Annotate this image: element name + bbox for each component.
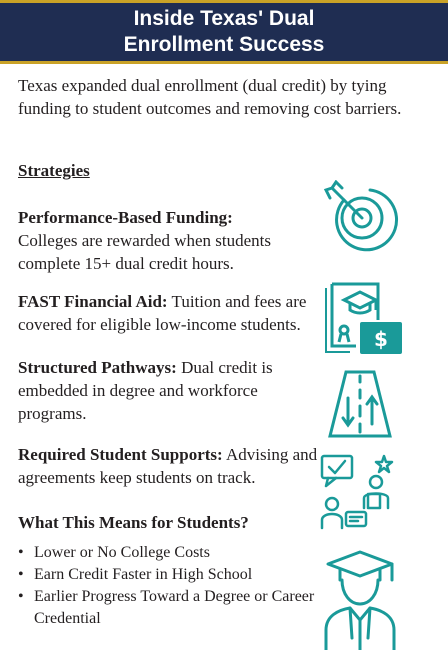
intro-paragraph: Texas expanded dual enrollment (dual credit) by tying funding to student outcomes and removing cost barriers.: [18, 76, 402, 118]
strategy-structured-pathways: [18, 356, 318, 425]
strategy-title: Required Student Supports:: [18, 445, 223, 464]
strategy-text: Tuition and fees are covered for eligible low-income students.: [18, 292, 307, 334]
strategy-text: Dual credit is embedded in degree and workforce programs.: [18, 358, 273, 423]
list-item: • Earn Credit Faster in High School: [18, 564, 318, 586]
advising-icon: [318, 452, 402, 534]
strategy-title: FAST Financial Aid:: [18, 292, 168, 311]
page-title-line-2: Enrollment Success: [123, 33, 325, 56]
strategy-title: Performance-Based Funding:: [18, 208, 233, 227]
target-icon: [320, 180, 400, 252]
strategy-student-supports: [18, 443, 318, 489]
list-item: • Earlier Progress Toward a Degree or Career Credential: [18, 586, 318, 630]
means-heading: What This Means for Students?: [18, 513, 249, 532]
graduate-icon: [322, 546, 398, 650]
strategies-heading: Strategies: [18, 161, 90, 180]
strategy-fast-aid: [18, 290, 318, 336]
strategy-title: Structured Pathways:: [18, 358, 177, 377]
strategy-text: Advising and agreements keep students on track.: [18, 445, 318, 487]
means-list: [18, 542, 318, 630]
strategy-text: Colleges are rewarded when students complete 15+ dual credit hours.: [18, 231, 272, 273]
strategy-performance-funding: [18, 206, 318, 275]
diploma-dollar-icon: [320, 278, 406, 358]
list-item: • Lower or No College Costs: [18, 542, 318, 564]
header-banner: [0, 3, 448, 64]
road-icon: [324, 368, 396, 440]
svg-text:$: $: [374, 327, 388, 351]
page-title-line-1: Inside Texas' Dual: [133, 7, 315, 30]
